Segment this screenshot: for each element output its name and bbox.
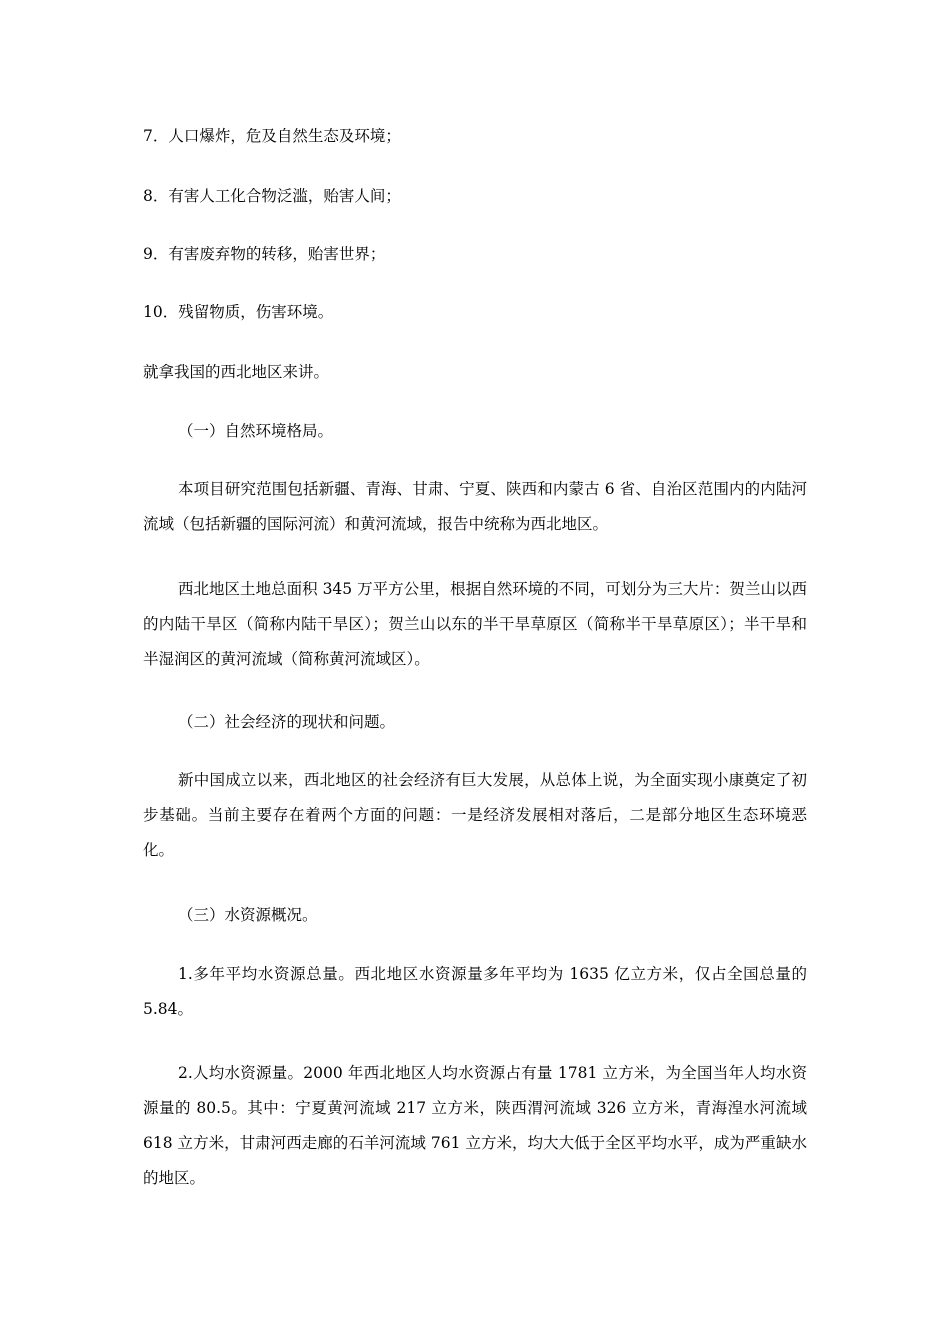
- section-heading-3: （三）水资源概况。: [178, 906, 318, 924]
- list-item-7: 7．人口爆炸，危及自然生态及环境；: [143, 127, 401, 145]
- list-item-10: 10．残留物质，伤害环境。: [143, 303, 334, 321]
- list-item-8: 8．有害人工化合物泛滥，贻害人间；: [143, 187, 401, 205]
- list-item-9: 9．有害废弃物的转移，贻害世界；: [143, 245, 386, 263]
- paragraph-land-area: 西北地区土地总面积 345 万平方公里，根据自然环境的不同，可划分为三大片：贺兰山以西的内陆干旱区（简称内陆干旱区）；贺兰山以东的半干旱草原区（简称半干旱草原区）；半干旱和半湿润区的黄河流域（简称黄河流域区）。: [143, 580, 807, 668]
- paragraph-water-per-capita: 2.人均水资源量。2000 年西北地区人均水资源占有量 1781 立方米，为全国当年人均水资源量的 80.5。其中：宁夏黄河流域 217 立方米，陕西渭河流域 326 立方米，青海湟水河流域 618 立方米，甘肃河西走廊的石羊河流域 761 立方米，均大大低于全区平均水平，成为严重缺水的地区。: [143, 1064, 807, 1187]
- paragraph-water-total: 1.多年平均水资源总量。西北地区水资源量多年平均为 1635 亿立方米，仅占全国总量的 5.84。: [143, 965, 807, 1018]
- intro-line: 就拿我国的西北地区来讲。: [143, 363, 330, 381]
- section-heading-2: （二）社会经济的现状和问题。: [178, 713, 396, 731]
- paragraph-economy: 新中国成立以来，西北地区的社会经济有巨大发展，从总体上说，为全面实现小康奠定了初步基础。当前主要存在着两个方面的问题：一是经济发展相对落后，二是部分地区生态环境恶化。: [143, 771, 807, 859]
- section-heading-1: （一）自然环境格局。: [178, 422, 334, 440]
- paragraph-research-scope: 本项目研究范围包括新疆、青海、甘肃、宁夏、陕西和内蒙古 6 省、自治区范围内的内陆河流域（包括新疆的国际河流）和黄河流域，报告中统称为西北地区。: [143, 480, 807, 533]
